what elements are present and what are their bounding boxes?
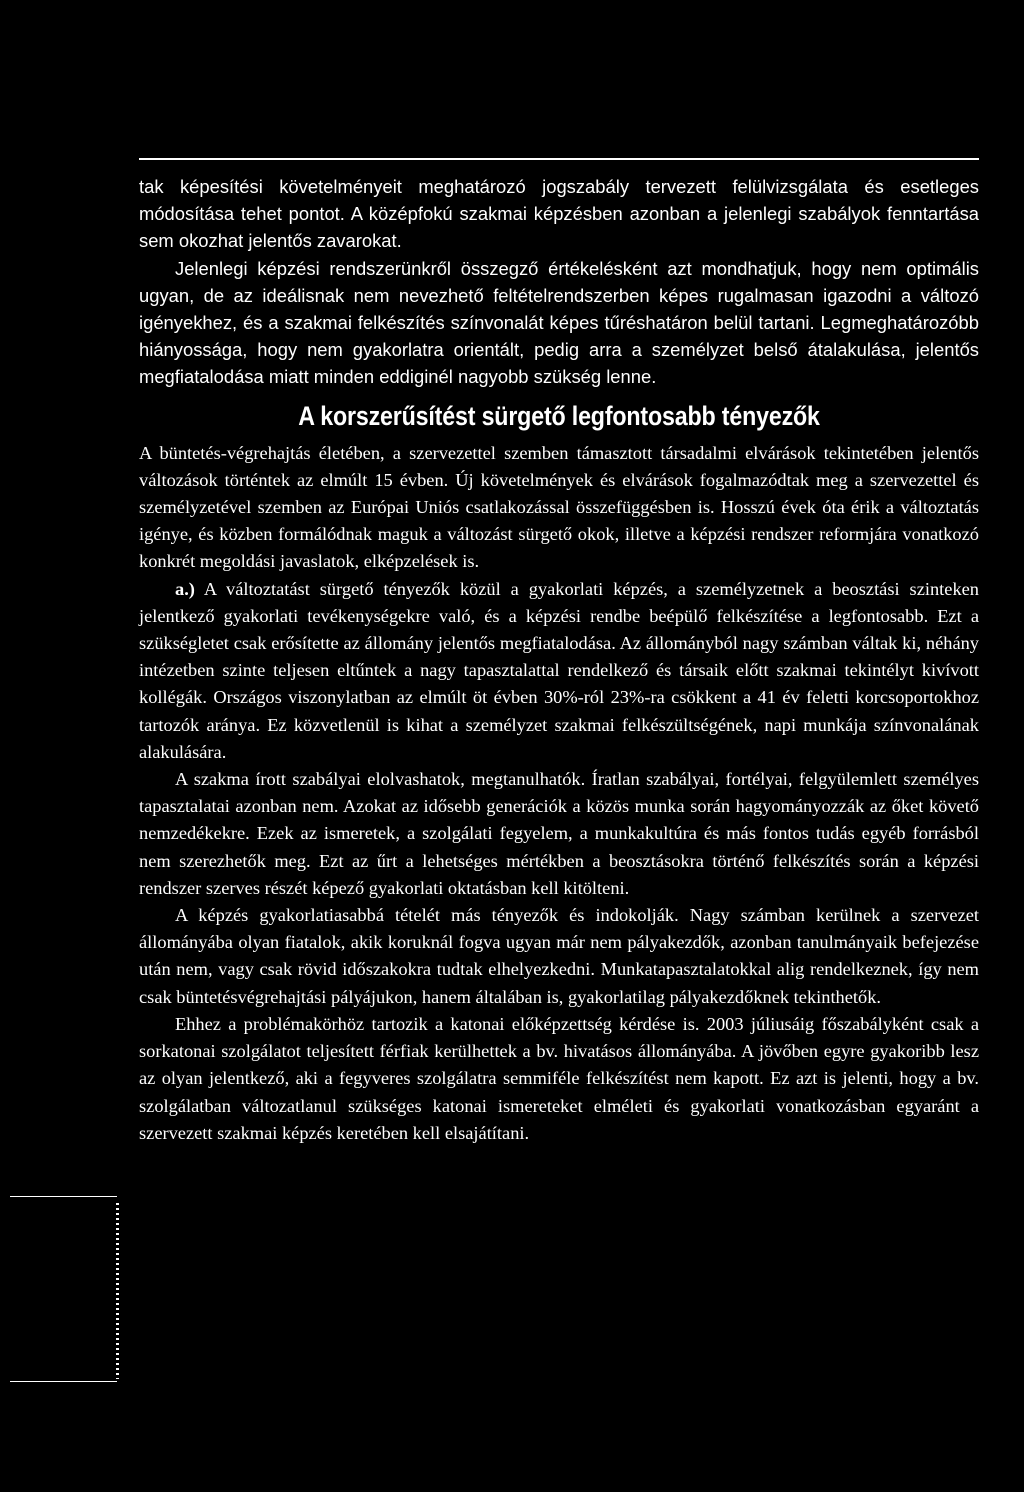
body-paragraph-3: A szakma írott szabályai elolvashatok, megtanulhatók. Íratlan szabályai, fortélyai, felgyülemlett személyes tapasztalatai azonban nem. Azokat az idősebb generációk a közös munka során hagyományozzák az őket követő nemzedékekre. Ezek az ismeretek, a szolgálati fegyelem, a munkakultúra és más fontos tudás egyéb forrásból nem szerezhetők meg. Ezt az űrt a lehetséges mértékben a beosztásokra történő felkészítés során a képzési rendszer szerves részét képező gyakorlati oktatásban kell kitölteni. (139, 769, 979, 898)
body-paragraph-4: A képzés gyakorlatiasabbá tételét más tényezők és indokolják. Nagy számban kerülnek a szervezet állományába olyan fiatalok, akik koruknál fogva ugyan már nem pályakezdők, azonban tanulmányaik befejezése után nem, vagy csak rövid időszakokra tudtak elhelyezkedni. Munkatapasztalatokkal alig rendelkeznek, így nem csak büntetésvégrehajtási pályájukon, hanem általában is, gyakorlatilag pályakezdőknek tekinthetők. (139, 905, 979, 1007)
intro-paragraph: A büntetés-végrehajtás életében, a szervezettel szemben támasztott társadalmi elvárások tekintetében jelentős változások történtek az elmúlt 15 évben. Új követelmények és elvárások fogalmazódtak meg a szervezettel és személyzetével szemben az Európai Uniós csatlakozással összefüggésben is. Hosszú évek óta érik a változtatás igénye, és közben formálódnak maguk a változást sürgető okok, illetve a képzési rendszer reformjára vonatkozó konkrét megoldási javaslatok, elképzelések is. (139, 442, 979, 572)
page-body (139, 173, 979, 1147)
margin-box (10, 1196, 117, 1382)
point-a-paragraph (139, 576, 979, 766)
body-paragraph-2: Jelenlegi képzési rendszerünkről összegző értékelésként azt mondhatjuk, hogy nem optimális ugyan, de az ideálisnak nem nevezhető feltételrendszerben képes rugalmasan igazodni a változó igényekhez, és a szakmai felkészítés színvonalát képes tűréshatáron belül tartani. Legmeghatározóbb hiányossága, hogy nem gyakorlatra orientált, pedig arra a személyzet belső átalakulása, jelentős megfiatalodása miatt minden eddiginél nagyobb szükség lenne. (139, 257, 979, 388)
body-paragraph-1: tak képesítési követelményeit meghatározó jogszabály tervezett felülvizsgálata és esetleges módosítása tehet pontot. A középfokú szakmai képzésben azonban a jelenlegi szabályok fenntartása sem okozhat jelentős zavarokat. (139, 176, 979, 252)
point-a-text: A változtatást sürgető tényezők közül a gyakorlati képzés, a személyzetnek a beosztási szinteken jelentkező gyakorlati tevékenységekre való, és a képzési rendbe beépülő felkészítése a legfontosabb. Ezt a szükségletet csak erősítette az állomány jelentős megfiatalodása. Az állományból nagy számban váltak ki, néhány intézetben szinte teljesen eltűntek a nagy tapasztalattal rendelkező és társaik előtt szakmai tekintélyt kivívott kollégák. Országos viszonylatban az elmúlt öt évben 30%-ról 23%-ra csökkent a 41 év feletti korcsoportokhoz tartozók aránya. Ez közvetlenül is kihat a személyzet szakmai felkészültségének, napi munkája színvonalának alakulására. (139, 578, 979, 762)
section-heading: A korszerűsítést sürgető legfontosabb tényezők (298, 400, 820, 431)
point-a-marker: a.) (175, 578, 195, 599)
body-paragraph-5: Ehhez a problémakörhöz tartozik a katonai előképzettség kérdése is. 2003 júliusáig főszabályként csak a sorkatonai szolgálatot teljesített férfiak kerülhettek a bv. hivatásos állományába. A jövőben egyre gyakoribb lesz az olyan jelentkező, aki a fegyveres szolgálatra semmiféle felkészítést nem kapott. Ez azt is jelenti, hogy a bv. szolgálatban változatlanul szükséges katonai ismereteket elméleti és gyakorlati vonatkozásban egyaránt a szervezett szakmai képzés keretében kell elsajátítani. (139, 1013, 979, 1143)
top-rule (139, 158, 979, 160)
